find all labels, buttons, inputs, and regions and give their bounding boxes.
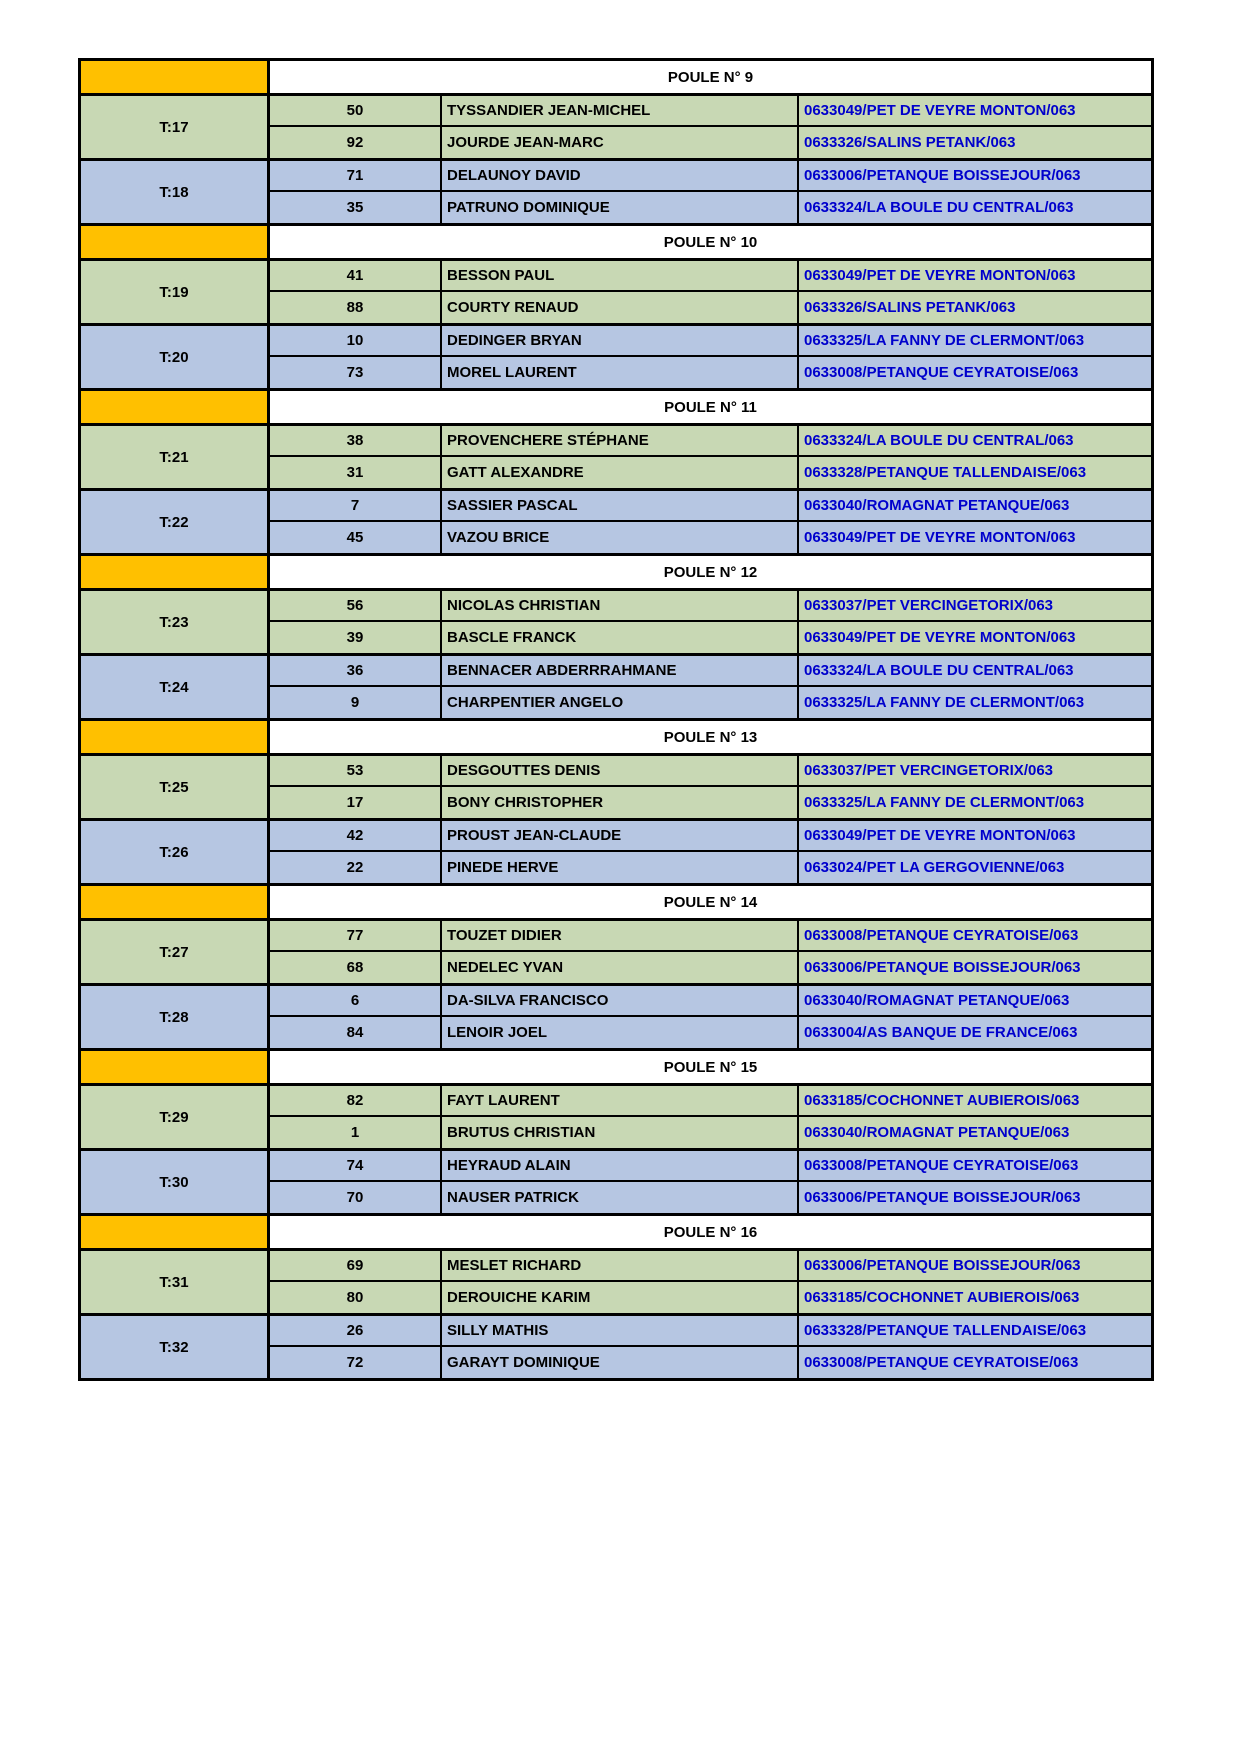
time-group — [81, 1251, 1151, 1316]
player-number-cell: 17 — [270, 787, 442, 818]
player-name-cell: JOURDE JEAN-MARC — [442, 127, 799, 158]
player-name-cell: DEROUICHE KARIM — [442, 1282, 799, 1313]
player-club-cell: 0633328/PETANQUE TALLENDAISE/063 — [799, 1316, 1151, 1347]
player-club-cell: 0633004/AS BANQUE DE FRANCE/063 — [799, 1017, 1151, 1048]
player-name-cell: PROVENCHERE STÉPHANE — [442, 426, 799, 457]
poule-title: POULE N° 12 — [270, 556, 1151, 588]
player-number-cell: 22 — [270, 852, 442, 883]
player-club-cell: 0633325/LA FANNY DE CLERMONT/063 — [799, 787, 1151, 818]
time-group — [81, 326, 1151, 391]
poule-block — [81, 226, 1151, 391]
player-number-cell: 42 — [270, 821, 442, 852]
player-club-cell: 0633049/PET DE VEYRE MONTON/063 — [799, 522, 1151, 553]
poule-title: POULE N° 11 — [270, 391, 1151, 423]
time-group — [81, 656, 1151, 721]
player-number-cell: 26 — [270, 1316, 442, 1347]
player-club-cell: 0633324/LA BOULE DU CENTRAL/063 — [799, 426, 1151, 457]
poule-header-row — [81, 1051, 1151, 1086]
poule-title: POULE N° 15 — [270, 1051, 1151, 1083]
player-name-cell: GATT ALEXANDRE — [442, 457, 799, 488]
time-group — [81, 591, 1151, 656]
player-club-cell: 0633008/PETANQUE CEYRATOISE/063 — [799, 921, 1151, 952]
player-club-cell: 0633324/LA BOULE DU CENTRAL/063 — [799, 192, 1151, 223]
poule-block — [81, 1051, 1151, 1216]
time-group — [81, 821, 1151, 886]
poule-header-row — [81, 721, 1151, 756]
time-slot-cell: T:21 — [81, 426, 270, 488]
player-number-cell: 53 — [270, 756, 442, 787]
player-number-cell: 1 — [270, 1117, 442, 1148]
poule-corner-cell — [81, 1051, 270, 1083]
player-club-cell: 0633325/LA FANNY DE CLERMONT/063 — [799, 687, 1151, 718]
player-name-cell: LENOIR JOEL — [442, 1017, 799, 1048]
player-club-cell: 0633008/PETANQUE CEYRATOISE/063 — [799, 357, 1151, 388]
player-number-cell: 88 — [270, 292, 442, 323]
player-club-cell: 0633185/COCHONNET AUBIEROIS/063 — [799, 1086, 1151, 1117]
player-club-cell: 0633325/LA FANNY DE CLERMONT/063 — [799, 326, 1151, 357]
time-group — [81, 1086, 1151, 1151]
poule-header-row — [81, 556, 1151, 591]
player-club-cell: 0633324/LA BOULE DU CENTRAL/063 — [799, 656, 1151, 687]
time-slot-cell: T:20 — [81, 326, 270, 388]
player-name-cell: SASSIER PASCAL — [442, 491, 799, 522]
player-club-cell: 0633037/PET VERCINGETORIX/063 — [799, 756, 1151, 787]
player-name-cell: HEYRAUD ALAIN — [442, 1151, 799, 1182]
time-slot-cell: T:31 — [81, 1251, 270, 1313]
player-number-cell: 36 — [270, 656, 442, 687]
player-name-cell: NEDELEC YVAN — [442, 952, 799, 983]
time-slot-cell: T:19 — [81, 261, 270, 323]
player-name-cell: FAYT LAURENT — [442, 1086, 799, 1117]
poule-block — [81, 391, 1151, 556]
player-club-cell: 0633185/COCHONNET AUBIEROIS/063 — [799, 1282, 1151, 1313]
player-club-cell: 0633049/PET DE VEYRE MONTON/063 — [799, 96, 1151, 127]
player-number-cell: 50 — [270, 96, 442, 127]
poule-block — [81, 556, 1151, 721]
player-club-cell: 0633049/PET DE VEYRE MONTON/063 — [799, 622, 1151, 653]
poule-corner-cell — [81, 391, 270, 423]
poule-header-row — [81, 1216, 1151, 1251]
player-club-cell: 0633008/PETANQUE CEYRATOISE/063 — [799, 1347, 1151, 1378]
player-number-cell: 9 — [270, 687, 442, 718]
poule-title: POULE N° 14 — [270, 886, 1151, 918]
player-name-cell: BRUTUS CHRISTIAN — [442, 1117, 799, 1148]
poule-title: POULE N° 9 — [270, 61, 1151, 93]
player-name-cell: CHARPENTIER ANGELO — [442, 687, 799, 718]
time-slot-cell: T:28 — [81, 986, 270, 1048]
poule-header-row — [81, 886, 1151, 921]
time-group — [81, 96, 1151, 161]
player-name-cell: COURTY RENAUD — [442, 292, 799, 323]
player-number-cell: 38 — [270, 426, 442, 457]
player-number-cell: 45 — [270, 522, 442, 553]
player-number-cell: 7 — [270, 491, 442, 522]
player-club-cell: 0633326/SALINS PETANK/063 — [799, 127, 1151, 158]
poule-block — [81, 886, 1151, 1051]
player-number-cell: 69 — [270, 1251, 442, 1282]
time-group — [81, 986, 1151, 1051]
player-club-cell: 0633049/PET DE VEYRE MONTON/063 — [799, 821, 1151, 852]
player-name-cell: VAZOU BRICE — [442, 522, 799, 553]
player-name-cell: TYSSANDIER JEAN-MICHEL — [442, 96, 799, 127]
poule-block — [81, 721, 1151, 886]
player-number-cell: 35 — [270, 192, 442, 223]
poule-corner-cell — [81, 226, 270, 258]
player-club-cell: 0633040/ROMAGNAT PETANQUE/063 — [799, 1117, 1151, 1148]
poules-table — [78, 58, 1154, 1381]
player-name-cell: NAUSER PATRICK — [442, 1182, 799, 1213]
poule-corner-cell — [81, 61, 270, 93]
player-name-cell: NICOLAS CHRISTIAN — [442, 591, 799, 622]
time-slot-cell: T:27 — [81, 921, 270, 983]
player-name-cell: TOUZET DIDIER — [442, 921, 799, 952]
player-number-cell: 73 — [270, 357, 442, 388]
time-group — [81, 1316, 1151, 1378]
player-number-cell: 68 — [270, 952, 442, 983]
player-club-cell: 0633006/PETANQUE BOISSEJOUR/063 — [799, 1182, 1151, 1213]
poule-title: POULE N° 10 — [270, 226, 1151, 258]
player-number-cell: 74 — [270, 1151, 442, 1182]
player-club-cell: 0633008/PETANQUE CEYRATOISE/063 — [799, 1151, 1151, 1182]
time-slot-cell: T:30 — [81, 1151, 270, 1213]
time-group — [81, 491, 1151, 556]
player-name-cell: DEDINGER BRYAN — [442, 326, 799, 357]
poule-corner-cell — [81, 721, 270, 753]
player-number-cell: 71 — [270, 161, 442, 192]
player-number-cell: 56 — [270, 591, 442, 622]
player-club-cell: 0633006/PETANQUE BOISSEJOUR/063 — [799, 1251, 1151, 1282]
time-group — [81, 261, 1151, 326]
player-name-cell: MOREL LAURENT — [442, 357, 799, 388]
player-name-cell: DESGOUTTES DENIS — [442, 756, 799, 787]
player-number-cell: 82 — [270, 1086, 442, 1117]
player-club-cell: 0633049/PET DE VEYRE MONTON/063 — [799, 261, 1151, 292]
player-number-cell: 72 — [270, 1347, 442, 1378]
time-group — [81, 426, 1151, 491]
poule-block — [81, 61, 1151, 226]
poule-header-row — [81, 61, 1151, 96]
player-name-cell: PINEDE HERVE — [442, 852, 799, 883]
poule-corner-cell — [81, 886, 270, 918]
player-club-cell: 0633328/PETANQUE TALLENDAISE/063 — [799, 457, 1151, 488]
time-group — [81, 756, 1151, 821]
player-name-cell: DA-SILVA FRANCISCO — [442, 986, 799, 1017]
player-number-cell: 92 — [270, 127, 442, 158]
player-number-cell: 10 — [270, 326, 442, 357]
player-name-cell: PATRUNO DOMINIQUE — [442, 192, 799, 223]
poule-corner-cell — [81, 556, 270, 588]
player-number-cell: 77 — [270, 921, 442, 952]
player-name-cell: BASCLE FRANCK — [442, 622, 799, 653]
player-number-cell: 31 — [270, 457, 442, 488]
time-slot-cell: T:25 — [81, 756, 270, 818]
poule-title: POULE N° 16 — [270, 1216, 1151, 1248]
player-club-cell: 0633326/SALINS PETANK/063 — [799, 292, 1151, 323]
time-slot-cell: T:32 — [81, 1316, 270, 1378]
player-name-cell: DELAUNOY DAVID — [442, 161, 799, 192]
player-name-cell: SILLY MATHIS — [442, 1316, 799, 1347]
poule-header-row — [81, 226, 1151, 261]
player-club-cell: 0633037/PET VERCINGETORIX/063 — [799, 591, 1151, 622]
time-slot-cell: T:24 — [81, 656, 270, 718]
player-number-cell: 70 — [270, 1182, 442, 1213]
player-name-cell: MESLET RICHARD — [442, 1251, 799, 1282]
player-club-cell: 0633024/PET LA GERGOVIENNE/063 — [799, 852, 1151, 883]
player-name-cell: BENNACER ABDERRRAHMANE — [442, 656, 799, 687]
time-slot-cell: T:18 — [81, 161, 270, 223]
player-club-cell: 0633006/PETANQUE BOISSEJOUR/063 — [799, 952, 1151, 983]
poule-title: POULE N° 13 — [270, 721, 1151, 753]
player-club-cell: 0633040/ROMAGNAT PETANQUE/063 — [799, 491, 1151, 522]
player-name-cell: PROUST JEAN-CLAUDE — [442, 821, 799, 852]
player-club-cell: 0633040/ROMAGNAT PETANQUE/063 — [799, 986, 1151, 1017]
time-slot-cell: T:23 — [81, 591, 270, 653]
player-number-cell: 84 — [270, 1017, 442, 1048]
player-number-cell: 80 — [270, 1282, 442, 1313]
player-number-cell: 6 — [270, 986, 442, 1017]
time-slot-cell: T:29 — [81, 1086, 270, 1148]
poule-block — [81, 1216, 1151, 1378]
poule-header-row — [81, 391, 1151, 426]
player-name-cell: BONY CHRISTOPHER — [442, 787, 799, 818]
player-number-cell: 39 — [270, 622, 442, 653]
poule-corner-cell — [81, 1216, 270, 1248]
player-club-cell: 0633006/PETANQUE BOISSEJOUR/063 — [799, 161, 1151, 192]
time-group — [81, 921, 1151, 986]
time-slot-cell: T:17 — [81, 96, 270, 158]
time-slot-cell: T:22 — [81, 491, 270, 553]
time-slot-cell: T:26 — [81, 821, 270, 883]
time-group — [81, 1151, 1151, 1216]
player-name-cell: GARAYT DOMINIQUE — [442, 1347, 799, 1378]
player-name-cell: BESSON PAUL — [442, 261, 799, 292]
player-number-cell: 41 — [270, 261, 442, 292]
time-group — [81, 161, 1151, 226]
